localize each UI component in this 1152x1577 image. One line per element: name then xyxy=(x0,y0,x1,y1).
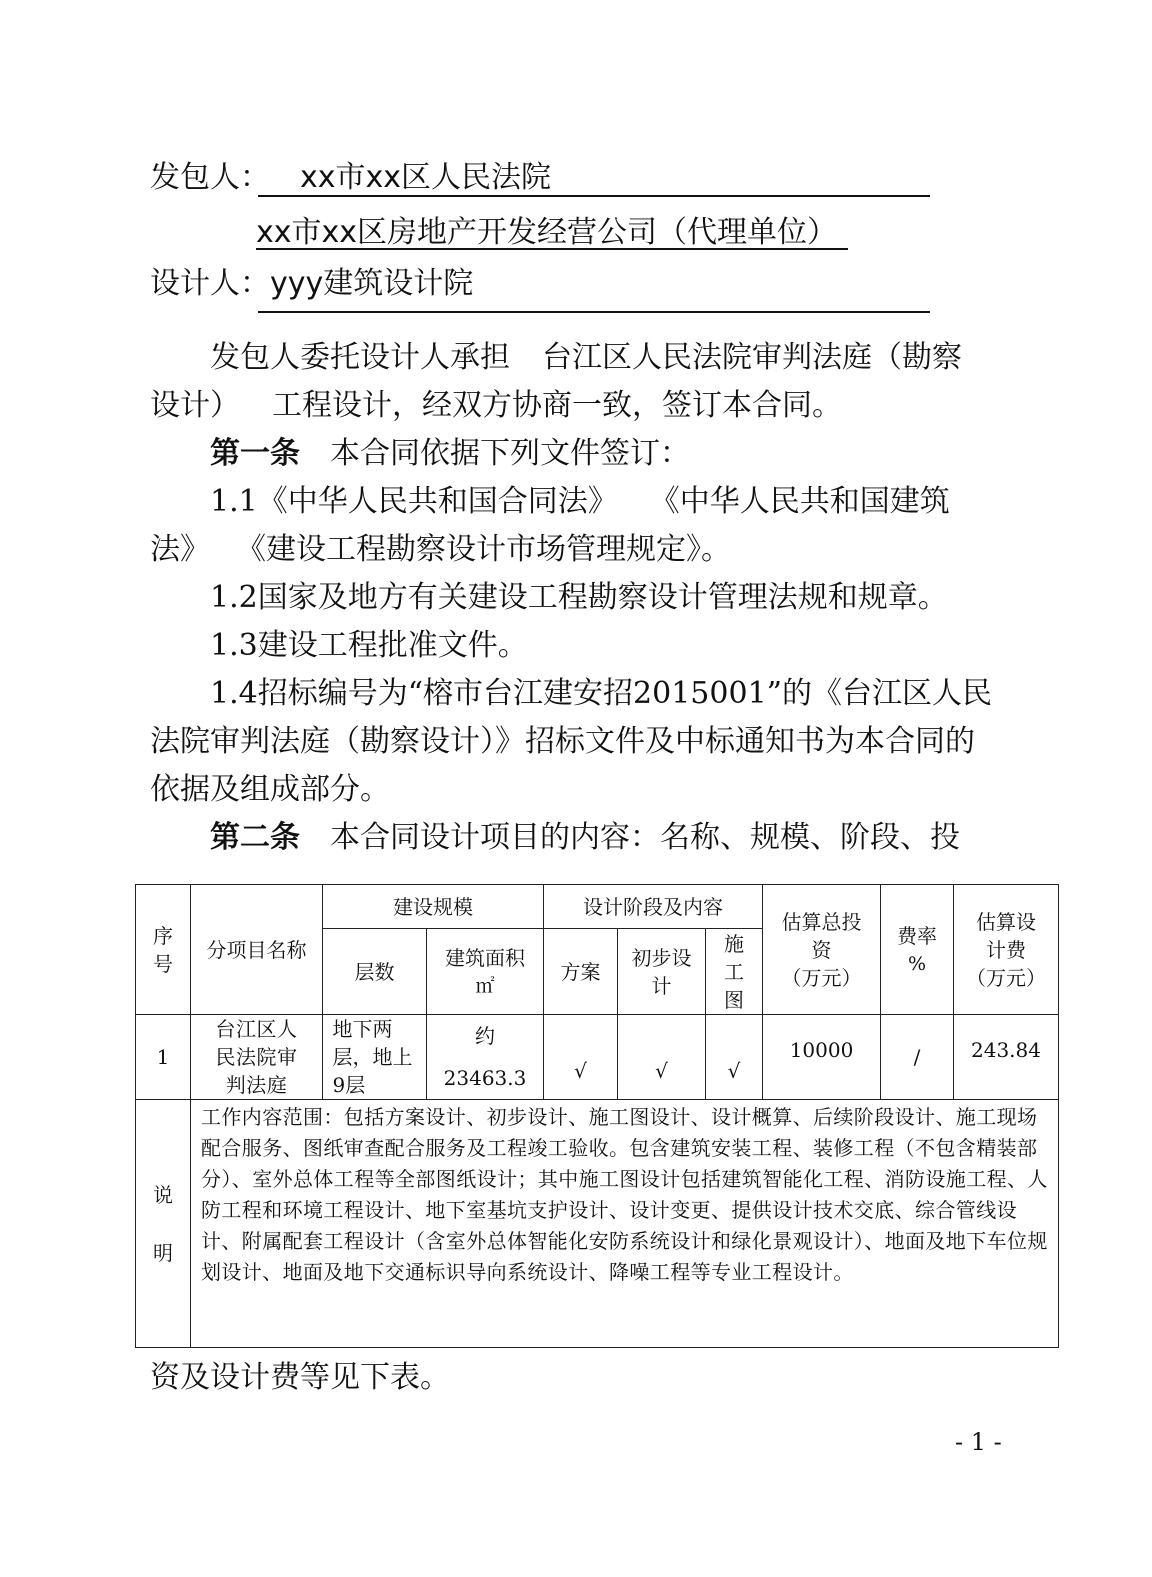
item-1-1d: 《建设工程勘察设计市场管理规定》。 xyxy=(236,532,731,567)
intro-text-1: 发包人委托设计人承担 xyxy=(210,340,510,375)
article-1-text: 本合同依据下列文件签订： xyxy=(330,436,690,471)
header-fee-unit: （万元） xyxy=(966,965,1046,990)
row-investment: 10000 xyxy=(763,1015,881,1100)
item-1-1-line-2 xyxy=(150,530,731,570)
row-area-value: 23463.3 xyxy=(443,1066,527,1090)
item-1-3: 1.3建设工程批准文件。 xyxy=(210,628,528,663)
employer-name: xx市xx区人民法院 xyxy=(300,160,552,195)
header-floors: 层数 xyxy=(323,929,427,1015)
header-investment-label: 估算总投资 xyxy=(781,909,862,962)
note-text: 工作内容范围：包括方案设计、初步设计、施工图设计、设计概算、后续阶段设计、施工现场配合服务、图纸审查配合服务及工程竣工验收。包含建筑安装工程、装修工程（不包含精装部分）、室外总体工程等全部图纸设计；其中施工图设计包括建筑智能化工程、消防设施工程、人防工程和环境工程设计、地下室基坑支护设计、设计变更、提供设计技术交底、综合管线设计、附属配套工程设计（含室外总体智能化安防系统设计和绿化景观设计）、地面及地下车位规划设计、地面及地下交通标识导向系统设计、降噪工程等专业工程设计。 xyxy=(191,1100,1059,1348)
header-preliminary: 初步设计 xyxy=(618,929,706,1015)
header-investment-unit: （万元） xyxy=(781,965,862,990)
article-2-text: 本合同设计项目的内容：名称、规模、阶段、投 xyxy=(330,820,960,855)
designer-name: yyy建筑设计院 xyxy=(270,266,474,301)
row-floors: 地下两层，地上9层 xyxy=(323,1015,427,1100)
header-item-name: 分项目名称 xyxy=(191,885,323,1015)
designer-label: 设计人： xyxy=(150,266,270,301)
article-2-title: 第二条 xyxy=(210,820,300,855)
intro-text-2a: 设计） xyxy=(150,388,240,423)
item-1-4-line-1: 1.4招标编号为“榕市台江建安招2015001”的《台江区人民 xyxy=(210,676,992,711)
header-construction-drawing: 施工图 xyxy=(706,929,763,1015)
header-area-label: 建筑面积 xyxy=(445,945,525,970)
item-1-4-line-3: 依据及组成部分。 xyxy=(150,772,390,807)
page-number: - 1 - xyxy=(955,1428,1002,1456)
table-header-row-1 xyxy=(136,885,1059,929)
header-area-unit: ㎡ xyxy=(475,974,495,997)
row-area-prefix: 约 xyxy=(475,1024,495,1048)
intro-line-2 xyxy=(150,386,842,426)
header-rate-unit: % xyxy=(907,952,927,975)
item-1-1-line xyxy=(210,482,950,522)
header-fee xyxy=(954,885,1059,1015)
article-2-line xyxy=(210,818,960,858)
row-fee: 243.84 xyxy=(954,1015,1059,1100)
design-items-table xyxy=(135,884,1059,1348)
item-1-1b: 《中华人民共和国建筑 xyxy=(649,484,950,519)
table-row xyxy=(136,1015,1059,1100)
intro-text-2b: 工程设计，经双方协商一致，签订本合同。 xyxy=(272,388,842,423)
item-1-1a: 1.1《中华人民共和国合同法》 xyxy=(210,484,618,519)
header-seq: 序号 xyxy=(136,885,191,1015)
header-investment xyxy=(763,885,881,1015)
header-rate xyxy=(881,885,954,1015)
article-1-line xyxy=(210,434,690,474)
agent-name: xx市xx区房地产开发经营公司（代理单位） xyxy=(256,215,838,250)
designer-line xyxy=(150,264,473,304)
row-scheme-check: √ xyxy=(544,1015,618,1100)
row-area xyxy=(427,1015,544,1100)
employer-label: 发包人： xyxy=(150,160,270,195)
header-area xyxy=(427,929,544,1015)
item-1-4-line-2: 法院审判法庭（勘察设计）》招标文件及中标通知书为本合同的 xyxy=(150,724,975,759)
article-1-title: 第一条 xyxy=(210,436,300,471)
table-note-row xyxy=(136,1100,1059,1348)
item-1-2: 1.2国家及地方有关建设工程勘察设计管理法规和规章。 xyxy=(210,580,948,615)
designer-underline xyxy=(258,311,930,313)
row-rate: / xyxy=(881,1015,954,1100)
intro-line-1 xyxy=(210,338,962,378)
header-fee-label: 估算设计费 xyxy=(976,909,1036,962)
header-scale: 建设规模 xyxy=(323,885,544,929)
header-scheme: 方案 xyxy=(544,929,618,1015)
row-name: 台江区人民法院审判法庭 xyxy=(191,1015,323,1100)
row-construction-check: √ xyxy=(706,1015,763,1100)
item-1-1c: 法》 xyxy=(150,532,210,567)
employer-line xyxy=(150,158,551,198)
row-preliminary-check: √ xyxy=(618,1015,706,1100)
header-stage: 设计阶段及内容 xyxy=(544,885,763,929)
header-rate-label: 费率 xyxy=(897,923,937,948)
employer-underline xyxy=(258,195,930,197)
article-2-tail: 资及设计费等见下表。 xyxy=(150,1360,450,1395)
row-seq: 1 xyxy=(136,1015,191,1100)
agent-underline xyxy=(256,248,848,250)
note-label: 说 明 xyxy=(136,1100,191,1348)
intro-project-name: 台江区人民法院审判法庭（勘察 xyxy=(542,340,962,375)
